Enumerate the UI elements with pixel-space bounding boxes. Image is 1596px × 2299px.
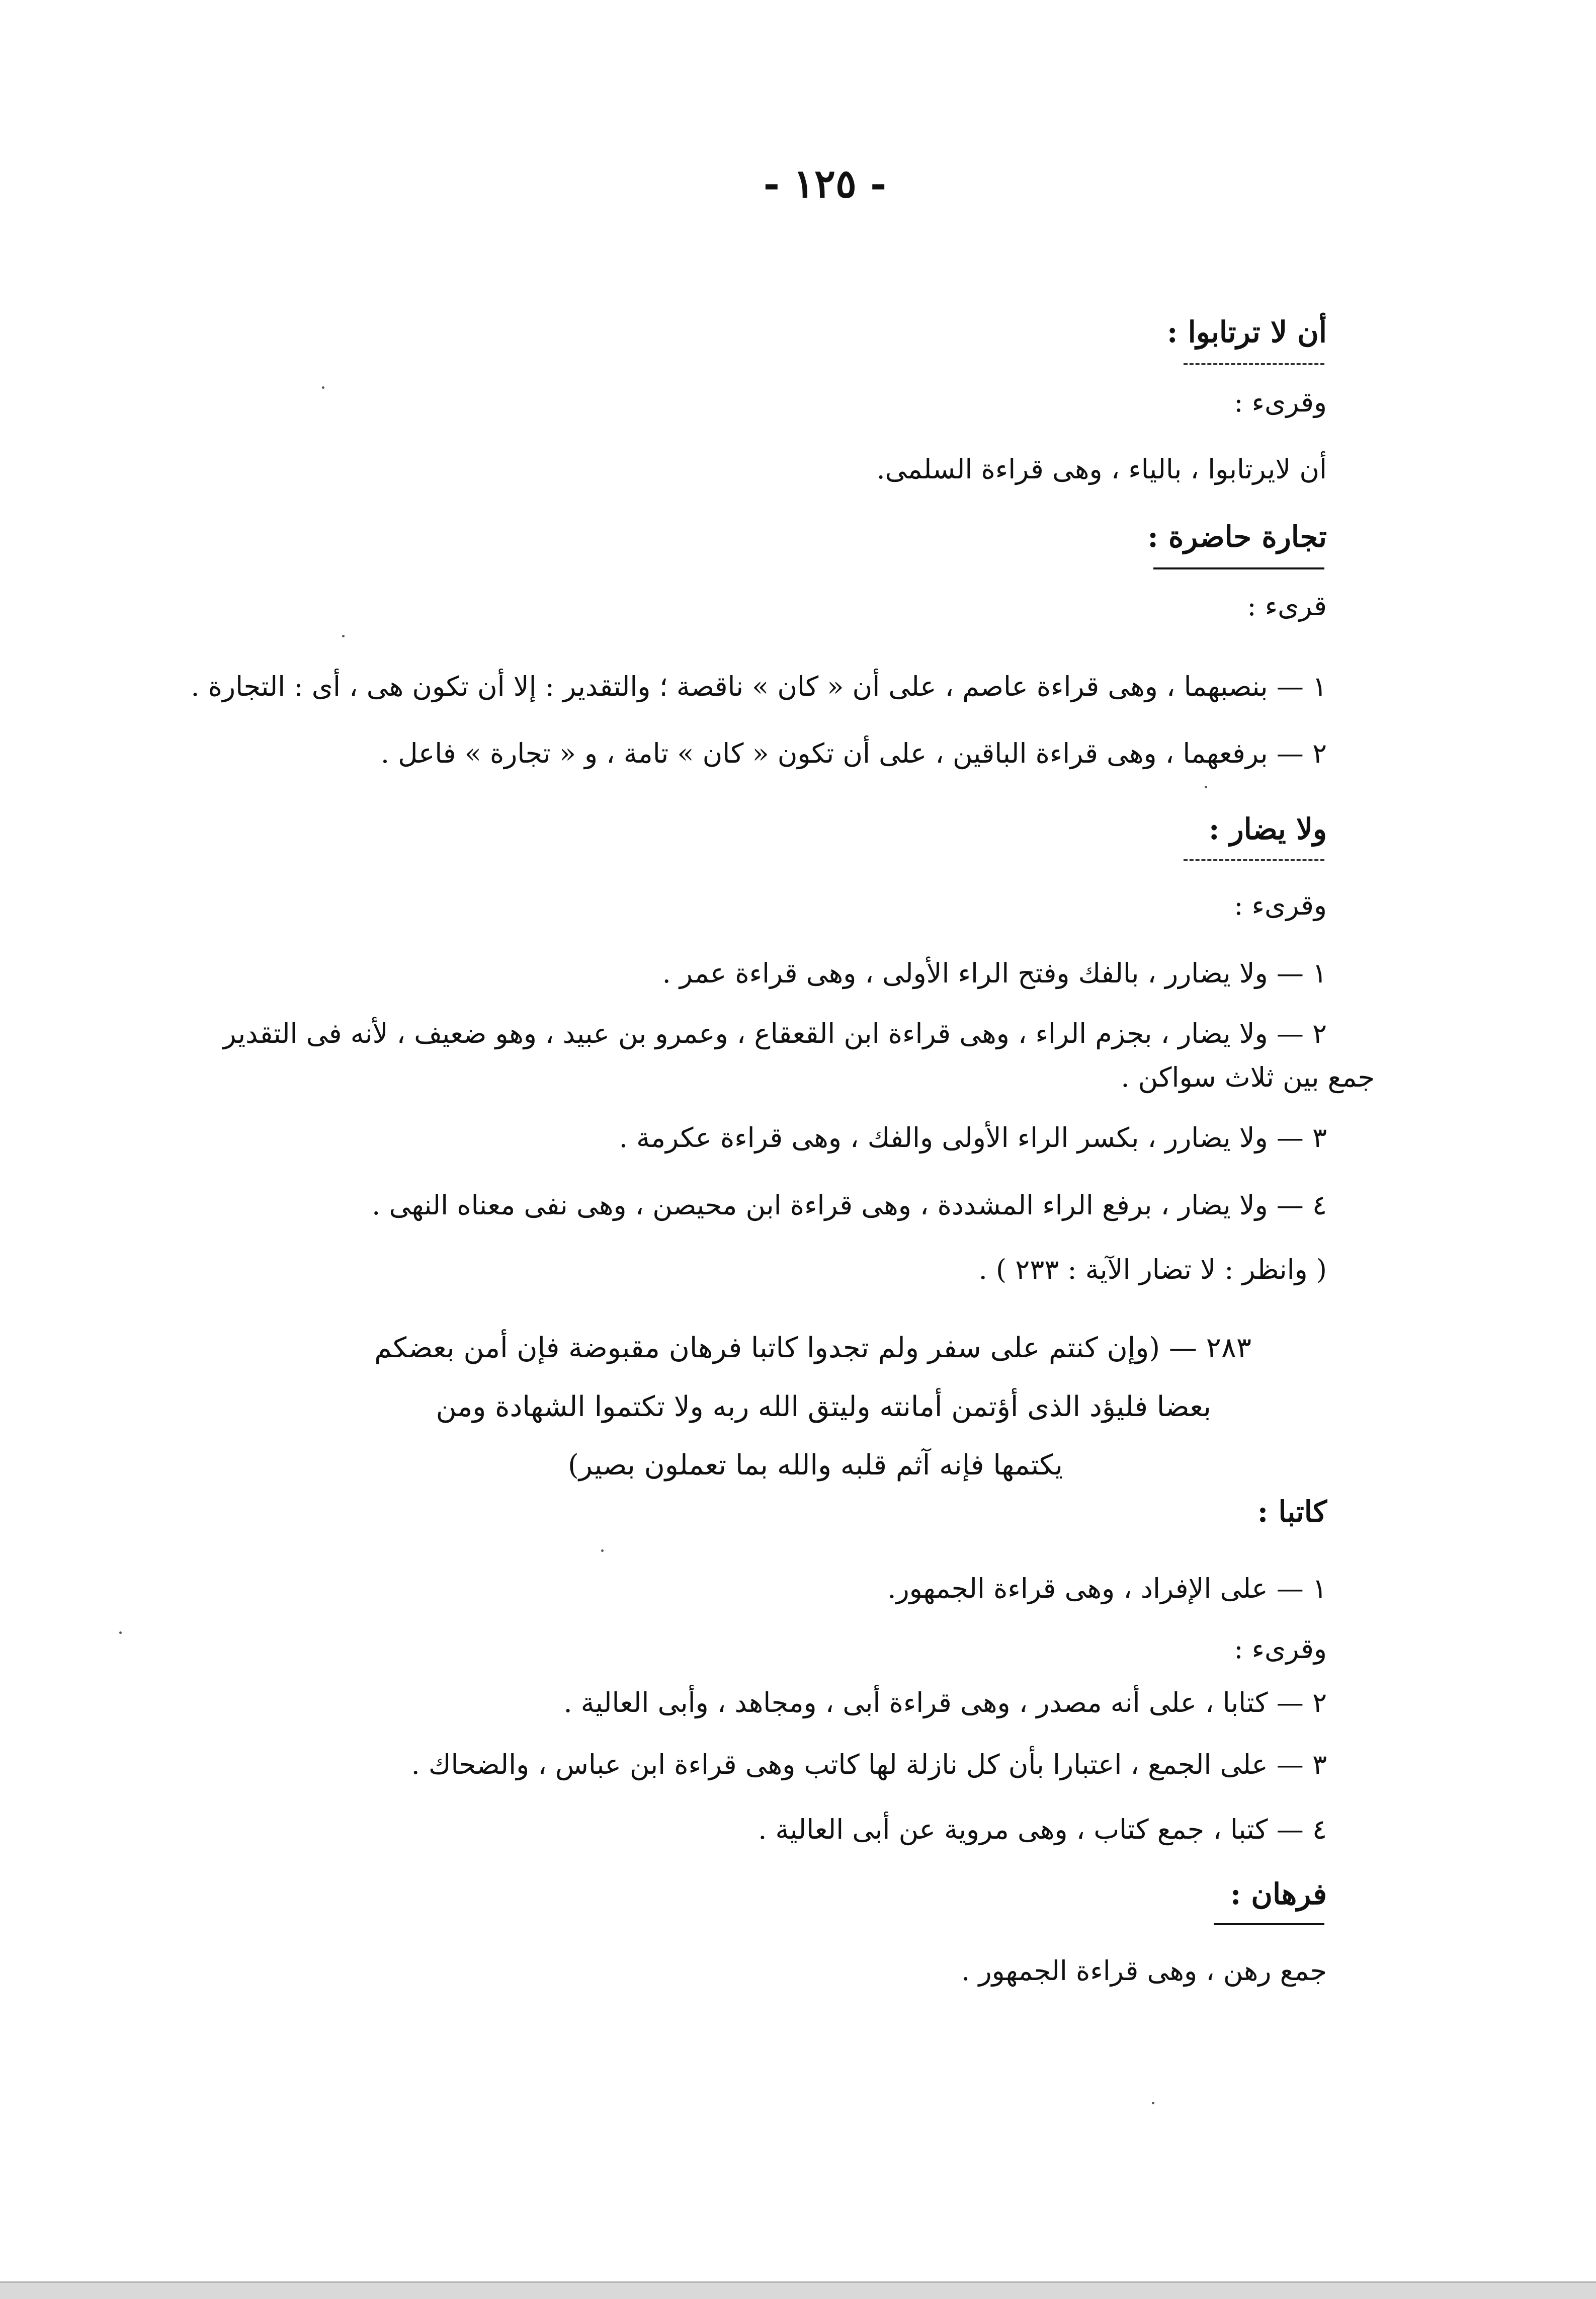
reading-item: ٣ — على الجمع ، اعتبارا بأن كل نازلة لها كاتب وهى قراءة ابن عباس ، والضحاك . — [411, 1749, 1327, 1780]
reading-line: أن لايرتابوا ، بالياء ، وهى قراءة السلمى. — [876, 453, 1327, 485]
scan-speck — [601, 1549, 604, 1552]
heading-underline — [1214, 1923, 1324, 1925]
heading-tijara-hadira: تجارة حاضرة : — [1147, 520, 1327, 554]
reading-item: ٤ — كتبا ، جمع كتاب ، وهى مروية عن أبى العالية . — [758, 1814, 1327, 1845]
reading-item: ١ — على الإفراد ، وهى قراءة الجمهور. — [887, 1573, 1327, 1604]
heading-underline — [1184, 363, 1324, 365]
reading-item: ٢ — برفعهما ، وهى قراءة الباقين ، على أن تكون « كان » تامة ، و « تجارة » فاعل . — [380, 737, 1327, 769]
reading-item: ٢ — ولا يضار ، بجزم الراء ، وهى قراءة ابن القعقاع ، وعمرو بن عبيد ، وهو ضعيف ، لأنه فى التقدير — [223, 1018, 1327, 1049]
heading-farihan: فرهان : — [1230, 1877, 1327, 1911]
reading-item: ٢ — كتابا ، على أنه مصدر ، وهى قراءة أبى ، ومجاهد ، وأبى العالية . — [563, 1687, 1327, 1718]
qura-label: قرىء : — [1247, 590, 1327, 622]
reading-item: ١ — ولا يضارر ، بالفك وفتح الراء الأولى ، وهى قراءة عمر . — [662, 957, 1327, 989]
heading-underline — [1184, 859, 1324, 861]
heading-katiban: كاتبا : — [1257, 1495, 1327, 1529]
cross-reference: ( وانظر : لا تضار الآية : ٢٣٣ ) . — [978, 1254, 1327, 1285]
scan-speck — [1152, 2102, 1154, 2104]
reading-item: ٣ — ولا يضارر ، بكسر الراء الأولى والفك ، وهى قراءة عكرمة . — [619, 1122, 1327, 1154]
verse-line: ٢٨٣ — (وإن كنتم على سفر ولم تجدوا كاتبا فرهان مقبوضة فإن أمن بعضكم — [374, 1332, 1251, 1364]
verse-line: يكتمها فإنه آثم قلبه والله بما تعملون بصير) — [568, 1449, 1063, 1482]
scan-speck — [1205, 786, 1207, 788]
viewer-bottom-edge — [0, 2281, 1596, 2299]
reading-item: ١ — بنصبهما ، وهى قراءة عاصم ، على أن « كان » ناقصة ؛ والتقدير : إلا أن تكون هى ، أى : التجارة . — [191, 671, 1327, 702]
verse-line: بعضا فليؤد الذى أؤتمن أمانته وليتق الله ربه ولا تكتموا الشهادة ومن — [436, 1390, 1211, 1423]
qura-label: وقرىء : — [1234, 386, 1327, 418]
page-number: - ١٢٥ - — [763, 161, 887, 207]
scan-speck — [342, 635, 345, 637]
heading-underline — [1153, 567, 1324, 569]
qura-label: وقرىء : — [1234, 889, 1327, 921]
reading-line: جمع رهن ، وهى قراءة الجمهور . — [961, 1955, 1327, 1987]
reading-item-continued: جمع بين ثلاث سواكن . — [1121, 1061, 1375, 1093]
heading-wala-yudar: ولا يضار : — [1208, 812, 1327, 846]
scan-speck — [322, 386, 324, 389]
qura-label: وقرىء : — [1234, 1633, 1327, 1665]
heading-an-la-tartabu: أن لا ترتابوا : — [1167, 315, 1327, 349]
scan-speck — [119, 1631, 122, 1634]
reading-item: ٤ — ولا يضار ، برفع الراء المشددة ، وهى قراءة ابن محيصن ، وهى نفى معناه النهى . — [372, 1189, 1327, 1221]
